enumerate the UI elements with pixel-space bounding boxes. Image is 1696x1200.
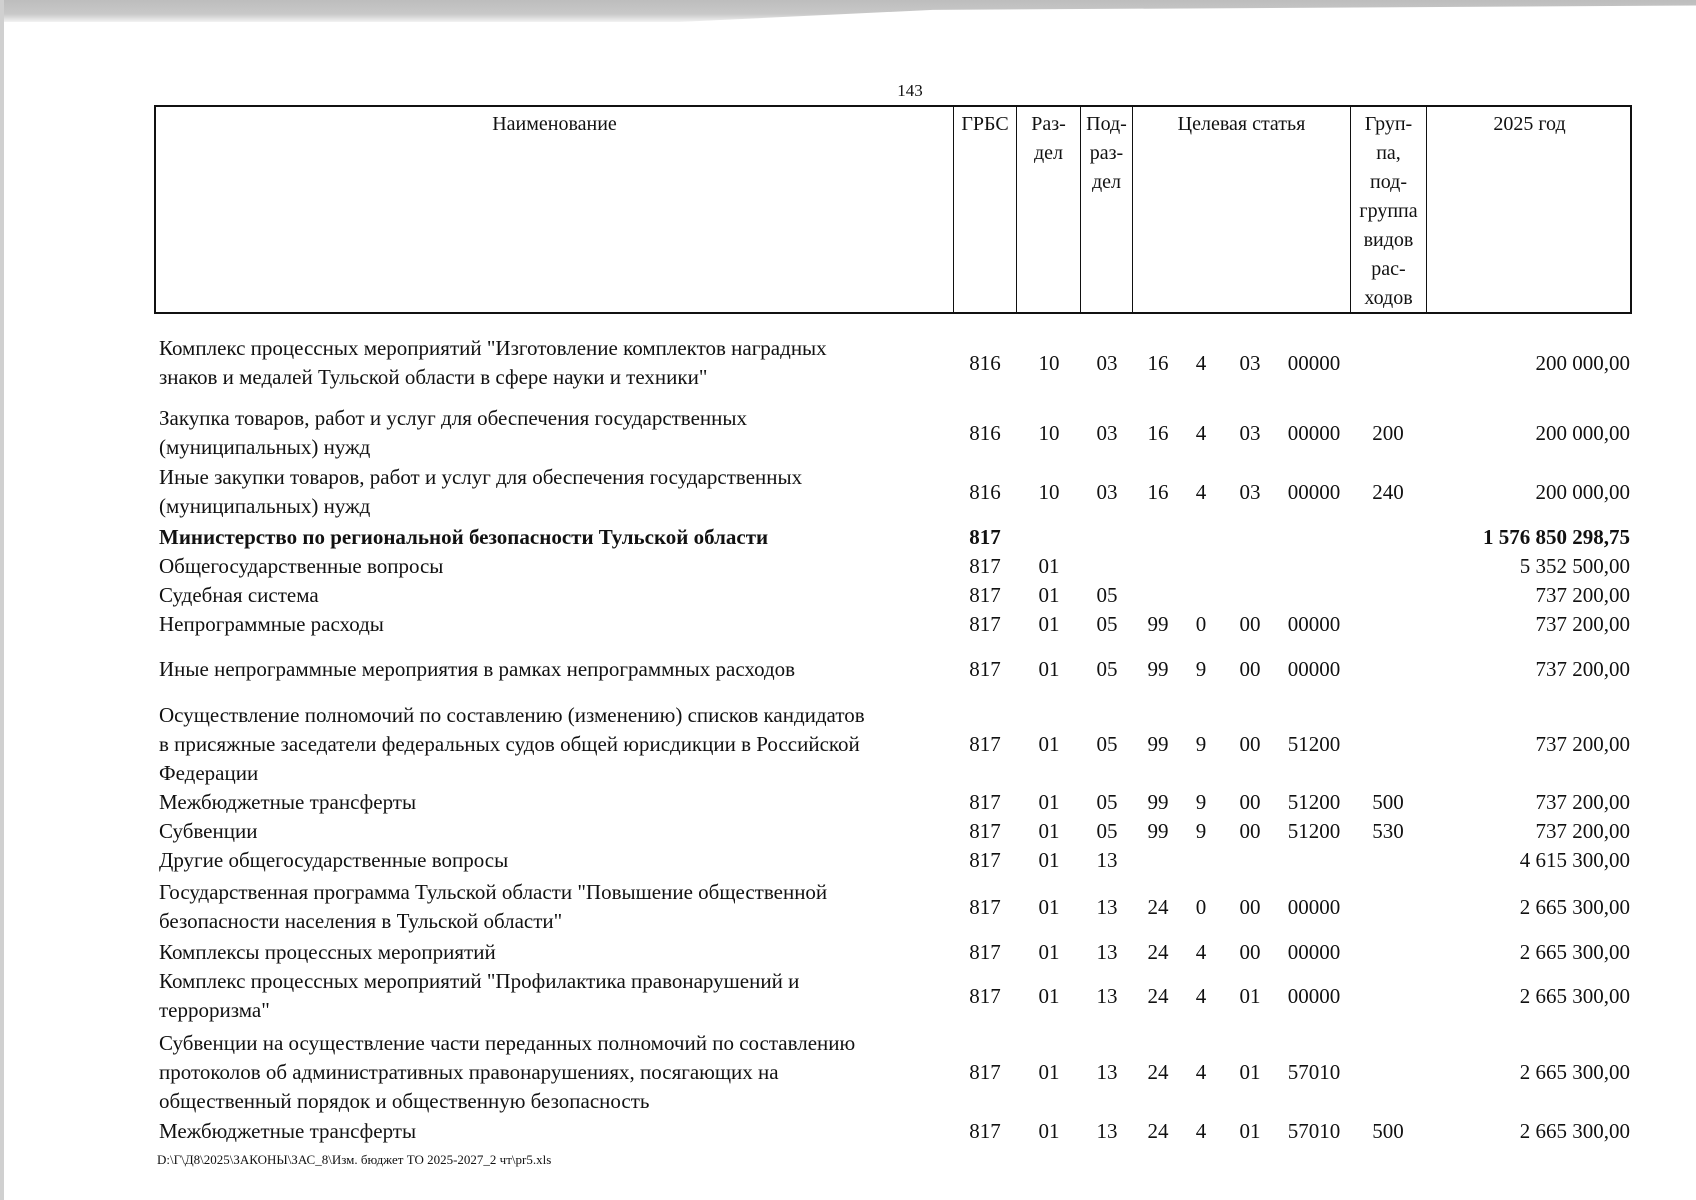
row-razdel: 01 xyxy=(1038,731,1060,756)
row-sum: 737 200,00 xyxy=(1535,611,1630,636)
row-t1: 24 xyxy=(1147,983,1169,1008)
table-header xyxy=(154,105,1632,314)
header-target: Целевая статья xyxy=(1132,107,1350,312)
row-name-line: Иные непрограммные мероприятия в рамках непрограммных расходов xyxy=(159,656,796,681)
header-group: Груп- па, под- группа видов рас- ходов xyxy=(1350,107,1426,312)
table-row xyxy=(0,816,1696,846)
row-t2: 9 xyxy=(1195,656,1207,681)
row-t3: 00 xyxy=(1239,611,1261,636)
row-t2: 4 xyxy=(1195,939,1207,964)
row-grbs: 817 xyxy=(969,939,1001,964)
row-name-line: Межбюджетные трансферты xyxy=(159,789,417,814)
row-podrazdel: 13 xyxy=(1096,894,1118,919)
row-podrazdel: 05 xyxy=(1096,656,1118,681)
row-group: 500 xyxy=(1372,789,1404,814)
row-name xyxy=(159,845,945,875)
row-t3: 00 xyxy=(1239,894,1261,919)
row-t1: 24 xyxy=(1147,1059,1169,1084)
row-razdel: 01 xyxy=(1038,582,1060,607)
row-name-line: терроризма" xyxy=(159,998,270,1022)
row-t4: 57010 xyxy=(1287,1118,1341,1143)
row-group: 200 xyxy=(1372,420,1404,445)
row-name xyxy=(159,609,945,639)
row-group: 530 xyxy=(1372,818,1404,843)
table-row xyxy=(0,1026,1696,1118)
row-t1: 99 xyxy=(1147,656,1169,681)
row-t3: 03 xyxy=(1239,350,1261,375)
row-t4: 00000 xyxy=(1287,611,1341,636)
row-razdel: 01 xyxy=(1038,939,1060,964)
row-name-line: безопасности населения в Тульской области" xyxy=(159,909,563,933)
row-name xyxy=(159,1116,945,1146)
row-sum: 2 665 300,00 xyxy=(1519,894,1630,919)
table-row xyxy=(0,462,1696,522)
row-name xyxy=(159,877,945,937)
row-group xyxy=(1352,580,1424,610)
row-t3 xyxy=(1230,580,1270,610)
row-sum: 2 665 300,00 xyxy=(1519,983,1630,1008)
page-number: 143 xyxy=(897,81,923,100)
row-grbs: 817 xyxy=(969,789,1001,814)
row-sum: 2 665 300,00 xyxy=(1519,1118,1630,1143)
row-razdel: 01 xyxy=(1038,894,1060,919)
row-t2: 0 xyxy=(1195,611,1207,636)
row-t4: 51200 xyxy=(1287,731,1341,756)
table-row xyxy=(0,966,1696,1026)
row-name xyxy=(159,787,945,817)
row-t2: 4 xyxy=(1195,420,1207,445)
row-t2: 4 xyxy=(1195,1118,1207,1143)
row-t2: 4 xyxy=(1195,350,1207,375)
row-t4: 00000 xyxy=(1287,656,1341,681)
row-name-line: Закупка товаров, работ и услуг для обеспечения государственных xyxy=(159,406,748,430)
row-group xyxy=(1352,877,1424,937)
row-razdel: 01 xyxy=(1038,983,1060,1008)
row-name-line: Субвенции xyxy=(159,818,258,843)
row-t4: 00000 xyxy=(1287,420,1341,445)
row-t3: 00 xyxy=(1239,818,1261,843)
row-podrazdel xyxy=(1072,522,1142,552)
row-group xyxy=(1352,845,1424,875)
row-group xyxy=(1352,650,1424,688)
row-podrazdel: 05 xyxy=(1096,789,1118,814)
row-name xyxy=(159,580,945,610)
table-row xyxy=(0,937,1696,967)
row-group xyxy=(1352,609,1424,639)
row-sum: 200 000,00 xyxy=(1535,479,1630,504)
row-podrazdel: 05 xyxy=(1096,582,1118,607)
table-row xyxy=(0,551,1696,581)
row-t4: 00000 xyxy=(1287,350,1341,375)
row-razdel: 01 xyxy=(1038,847,1060,872)
row-group xyxy=(1352,522,1424,552)
row-name xyxy=(159,937,945,967)
row-name xyxy=(159,1026,945,1118)
row-t2: 9 xyxy=(1195,818,1207,843)
row-t2 xyxy=(1186,845,1216,875)
header-name: Наименование xyxy=(492,113,617,135)
row-t1 xyxy=(1138,845,1178,875)
row-podrazdel: 13 xyxy=(1096,1118,1118,1143)
row-sum: 200 000,00 xyxy=(1535,350,1630,375)
row-t3: 03 xyxy=(1239,420,1261,445)
row-t1: 16 xyxy=(1147,350,1169,375)
row-t2: 4 xyxy=(1195,983,1207,1008)
row-name xyxy=(159,332,945,394)
row-podrazdel: 13 xyxy=(1096,983,1118,1008)
row-t4: 00000 xyxy=(1287,479,1341,504)
header-podrazdel: Под- раз- дел xyxy=(1080,107,1132,312)
row-razdel: 01 xyxy=(1038,818,1060,843)
row-t4 xyxy=(1278,845,1350,875)
row-name-line: Другие общегосударственные вопросы xyxy=(159,847,509,872)
row-t1: 16 xyxy=(1147,420,1169,445)
row-t1: 24 xyxy=(1147,894,1169,919)
table-row xyxy=(0,650,1696,688)
row-group: 500 xyxy=(1372,1118,1404,1143)
row-t2 xyxy=(1186,580,1216,610)
row-name-line: Непрограммные расходы xyxy=(159,611,384,636)
row-grbs: 817 xyxy=(969,656,1001,681)
row-t3 xyxy=(1230,845,1270,875)
row-razdel: 01 xyxy=(1038,789,1060,814)
row-t1 xyxy=(1138,580,1178,610)
row-t2 xyxy=(1186,522,1216,552)
row-t2: 4 xyxy=(1195,1059,1207,1084)
row-name xyxy=(159,816,945,846)
row-t1: 24 xyxy=(1147,939,1169,964)
row-name-line: Судебная система xyxy=(159,582,319,607)
table-row xyxy=(0,580,1696,610)
row-t4: 00000 xyxy=(1287,894,1341,919)
row-grbs: 817 xyxy=(969,524,1001,549)
row-name-line: Комплекс процессных мероприятий "Изготовление комплектов наградных xyxy=(159,336,827,360)
row-sum: 200 000,00 xyxy=(1535,420,1630,445)
row-t3 xyxy=(1230,522,1270,552)
row-sum: 2 665 300,00 xyxy=(1519,1059,1630,1084)
row-name-line: знаков и медалей Тульской области в сфере науки и техники" xyxy=(159,365,708,389)
row-grbs: 817 xyxy=(969,611,1001,636)
row-t4: 00000 xyxy=(1287,939,1341,964)
row-t3: 01 xyxy=(1239,1118,1261,1143)
row-name-line: (муниципальных) нужд xyxy=(159,494,371,518)
row-t3 xyxy=(1230,551,1270,581)
row-grbs: 817 xyxy=(969,731,1001,756)
row-sum: 1 576 850 298,75 xyxy=(1483,524,1630,549)
row-t3: 00 xyxy=(1239,789,1261,814)
row-t3: 00 xyxy=(1239,939,1261,964)
row-t2 xyxy=(1186,551,1216,581)
table-row xyxy=(0,522,1696,552)
row-t4: 51200 xyxy=(1287,789,1341,814)
row-name-line: Иные закупки товаров, работ и услуг для обеспечения государственных xyxy=(159,465,803,489)
row-razdel: 01 xyxy=(1038,553,1060,578)
row-name-line: Субвенции на осуществление части переданных полномочий по составлению xyxy=(159,1030,856,1055)
row-t4 xyxy=(1278,580,1350,610)
row-name xyxy=(159,403,945,463)
row-name xyxy=(159,462,945,522)
row-t2: 9 xyxy=(1195,731,1207,756)
row-sum: 737 200,00 xyxy=(1535,789,1630,814)
row-t3: 00 xyxy=(1239,656,1261,681)
row-t1 xyxy=(1138,522,1178,552)
row-podrazdel: 13 xyxy=(1096,939,1118,964)
row-podrazdel: 05 xyxy=(1096,611,1118,636)
table-row xyxy=(0,698,1696,790)
row-name-line: (муниципальных) нужд xyxy=(159,435,371,459)
row-sum: 737 200,00 xyxy=(1535,656,1630,681)
row-podrazdel: 03 xyxy=(1096,420,1118,445)
row-group: 240 xyxy=(1372,479,1404,504)
footer-file-path: D:\Г\Д8\2025\ЗАКОНЫ\ЗАС_8\Изм. бюджет ТО 2025-2027_2 чт\pr5.xls xyxy=(157,1152,552,1167)
row-group xyxy=(1352,937,1424,967)
row-grbs: 817 xyxy=(969,1118,1001,1143)
row-name-line: Межбюджетные трансферты xyxy=(159,1118,417,1143)
row-group xyxy=(1352,698,1424,790)
row-podrazdel: 03 xyxy=(1096,350,1118,375)
row-grbs: 817 xyxy=(969,847,1001,872)
row-name-line: Общегосударственные вопросы xyxy=(159,553,444,578)
row-name-line: Государственная программа Тульской области "Повышение общественной xyxy=(159,880,828,904)
row-grbs: 817 xyxy=(969,1059,1001,1084)
row-name-line: в присяжные заседатели федеральных судов общей юрисдикции в Российской xyxy=(159,731,860,756)
row-t3: 01 xyxy=(1239,983,1261,1008)
row-t3: 01 xyxy=(1239,1059,1261,1084)
row-name-line: Осуществление полномочий по составлению (изменению) списков кандидатов xyxy=(159,702,865,727)
row-group xyxy=(1352,966,1424,1026)
table-row xyxy=(0,609,1696,639)
row-name xyxy=(159,551,945,581)
scan-edge-shadow xyxy=(0,0,1696,22)
row-name-line: Комплексы процессных мероприятий xyxy=(159,939,496,964)
row-t1: 99 xyxy=(1147,818,1169,843)
row-razdel: 01 xyxy=(1038,656,1060,681)
row-razdel: 01 xyxy=(1038,1118,1060,1143)
row-podrazdel: 05 xyxy=(1096,818,1118,843)
row-name xyxy=(159,698,945,790)
table-row xyxy=(0,877,1696,937)
row-podrazdel: 03 xyxy=(1096,479,1118,504)
table-row xyxy=(0,787,1696,817)
table-row xyxy=(0,332,1696,394)
header-grbs: ГРБС xyxy=(953,107,1016,312)
row-grbs: 816 xyxy=(969,350,1001,375)
row-group xyxy=(1352,551,1424,581)
row-name-line: Министерство по региональной безопасности Тульской области xyxy=(159,524,769,549)
row-t1: 16 xyxy=(1147,479,1169,504)
row-podrazdel: 13 xyxy=(1096,847,1118,872)
row-sum: 737 200,00 xyxy=(1535,818,1630,843)
row-podrazdel xyxy=(1072,551,1142,581)
row-name-line: Комплекс процессных мероприятий "Профилактика правонарушений и xyxy=(159,969,800,993)
row-t4: 51200 xyxy=(1287,818,1341,843)
row-t4 xyxy=(1278,551,1350,581)
row-t2: 0 xyxy=(1195,894,1207,919)
row-razdel: 01 xyxy=(1038,611,1060,636)
row-t1: 24 xyxy=(1147,1118,1169,1143)
row-name xyxy=(159,966,945,1026)
row-t1: 99 xyxy=(1147,611,1169,636)
row-grbs: 817 xyxy=(969,818,1001,843)
row-sum: 737 200,00 xyxy=(1535,582,1630,607)
row-name xyxy=(159,650,945,688)
row-razdel: 10 xyxy=(1038,350,1060,375)
table-row xyxy=(0,403,1696,463)
row-grbs: 817 xyxy=(969,582,1001,607)
header-year: 2025 год xyxy=(1426,107,1632,312)
row-t2: 4 xyxy=(1195,479,1207,504)
row-t1: 99 xyxy=(1147,731,1169,756)
table-row xyxy=(0,1116,1696,1146)
row-grbs: 817 xyxy=(969,983,1001,1008)
row-name-line: общественный порядок и общественную безопасность xyxy=(159,1088,650,1113)
row-razdel: 10 xyxy=(1038,479,1060,504)
header-razdel: Раз- дел xyxy=(1016,107,1080,312)
row-t1: 99 xyxy=(1147,789,1169,814)
row-sum: 4 615 300,00 xyxy=(1519,847,1630,872)
row-podrazdel: 05 xyxy=(1096,731,1118,756)
row-grbs: 816 xyxy=(969,479,1001,504)
row-group xyxy=(1352,1026,1424,1118)
row-grbs: 816 xyxy=(969,420,1001,445)
row-t1 xyxy=(1138,551,1178,581)
row-name-line: Федерации xyxy=(159,760,259,785)
row-grbs: 817 xyxy=(969,553,1001,578)
row-sum: 2 665 300,00 xyxy=(1519,939,1630,964)
row-group xyxy=(1352,332,1424,394)
row-t2: 9 xyxy=(1195,789,1207,814)
row-razdel: 10 xyxy=(1038,420,1060,445)
row-name xyxy=(159,522,945,552)
row-t3: 00 xyxy=(1239,731,1261,756)
row-t4: 00000 xyxy=(1287,983,1341,1008)
row-sum: 5 352 500,00 xyxy=(1519,553,1630,578)
row-t3: 03 xyxy=(1239,479,1261,504)
row-grbs: 817 xyxy=(969,894,1001,919)
row-podrazdel: 13 xyxy=(1096,1059,1118,1084)
table-row xyxy=(0,845,1696,875)
row-name-line: протоколов об административных правонарушениях, посягающих на xyxy=(159,1059,779,1084)
row-t4 xyxy=(1278,522,1350,552)
row-sum: 737 200,00 xyxy=(1535,731,1630,756)
row-razdel: 01 xyxy=(1038,1059,1060,1084)
row-t4: 57010 xyxy=(1287,1059,1341,1084)
